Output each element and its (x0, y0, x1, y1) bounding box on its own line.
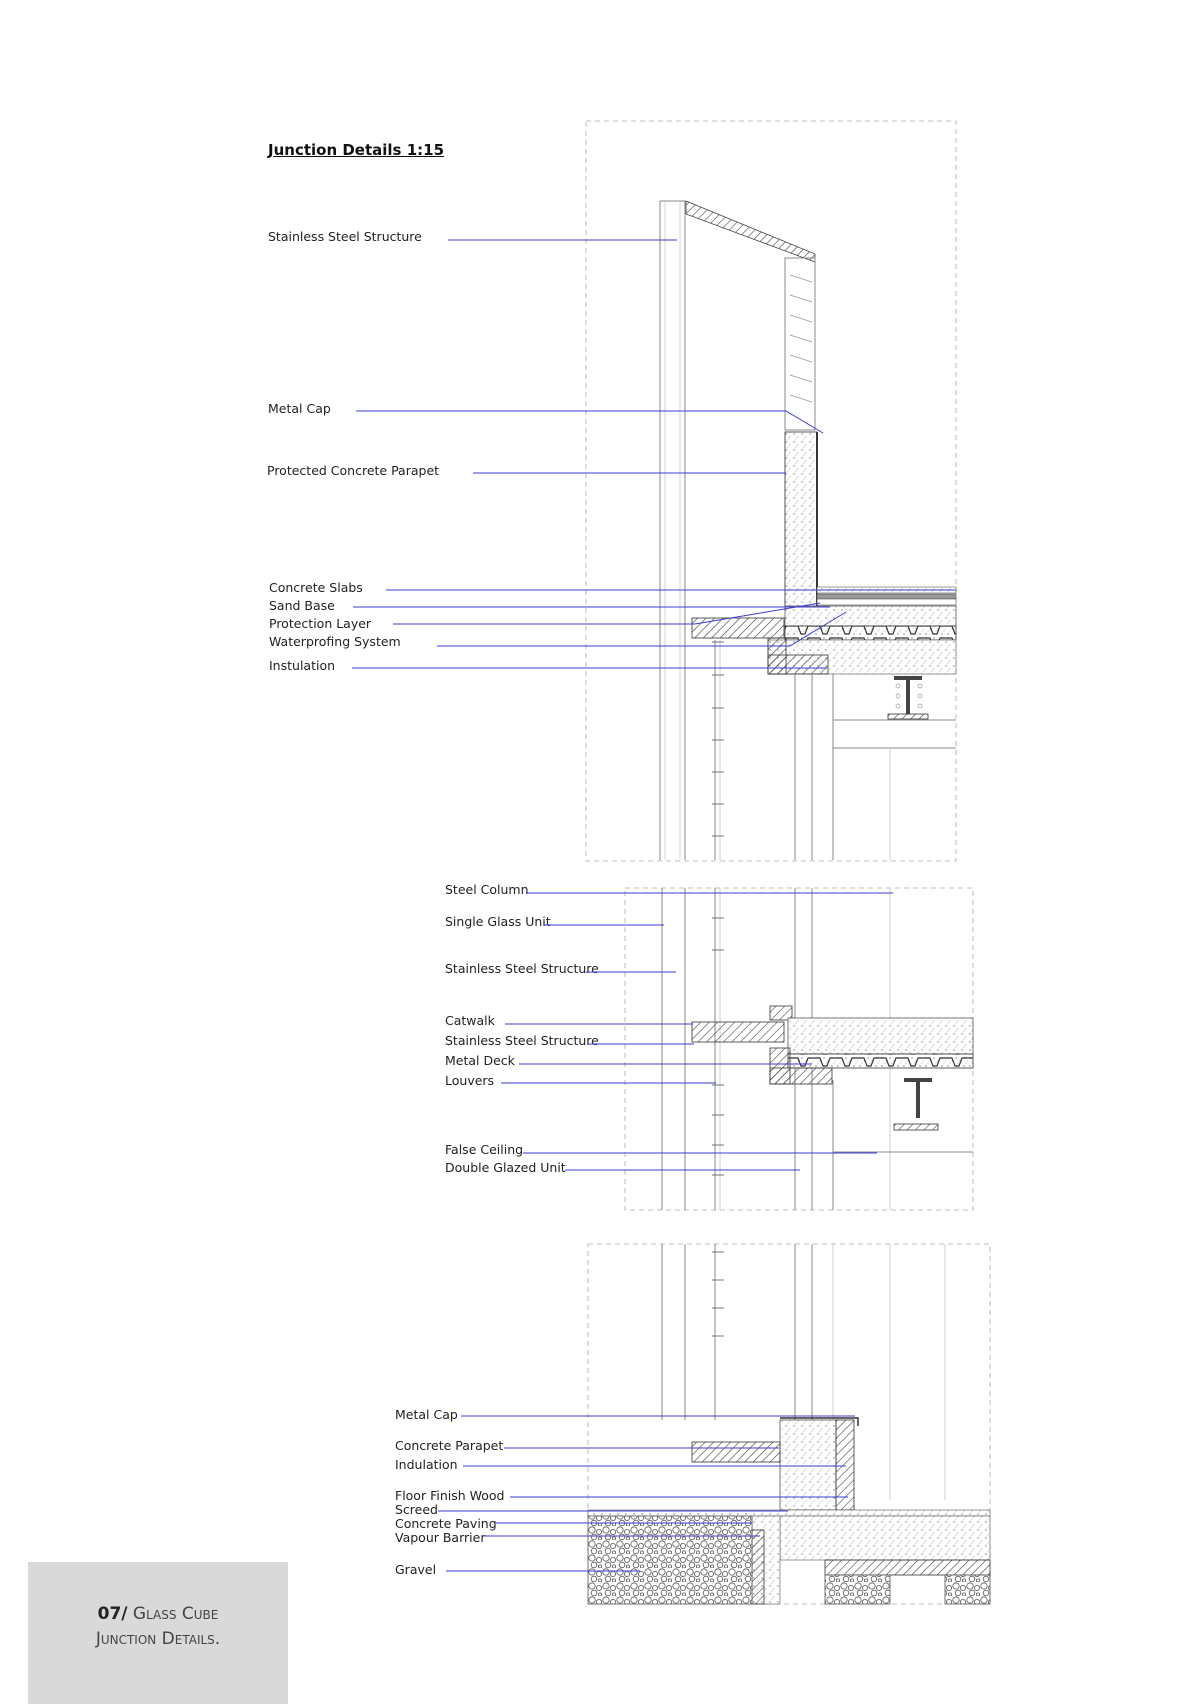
detail-middle (501, 888, 973, 1210)
label-screed: Screed (395, 1502, 438, 1517)
label-concrete-paving: Concrete Paving (395, 1516, 497, 1531)
label-stainless-steel-structure-mid-1: Stainless Steel Structure (445, 961, 599, 976)
footer-title-line1: Glass Cube (132, 1604, 219, 1624)
label-stainless-steel-structure-mid-2: Stainless Steel Structure (445, 1033, 599, 1048)
detail-bottom (438, 1244, 990, 1604)
label-floor-finish-wood: Floor Finish Wood (395, 1488, 505, 1503)
label-insulation-bottom: Indulation (395, 1457, 458, 1472)
detail-top (352, 121, 956, 861)
label-insulation-top: Instulation (269, 658, 336, 673)
footer-title-line2: Junction Details. (95, 1629, 221, 1649)
footer-number: 07/ (97, 1604, 128, 1624)
drawing-title: Junction Details 1:15 (268, 141, 445, 159)
label-gravel: Gravel (395, 1562, 437, 1577)
label-waterproofing-system: Waterprofing System (269, 634, 401, 649)
label-catwalk: Catwalk (445, 1013, 495, 1028)
label-louvers: Louvers (445, 1073, 495, 1088)
label-double-glazed-unit: Double Glazed Unit (445, 1160, 566, 1175)
label-sand-base: Sand Base (269, 598, 335, 613)
label-concrete-parapet: Concrete Parapet (395, 1438, 504, 1453)
label-metal-deck: Metal Deck (445, 1053, 515, 1068)
label-protected-concrete-parapet: Protected Concrete Parapet (267, 463, 440, 478)
label-stainless-steel-structure-top: Stainless Steel Structure (268, 229, 422, 244)
label-metal-cap-top: Metal Cap (268, 401, 331, 416)
label-concrete-slabs: Concrete Slabs (269, 580, 363, 595)
label-protection-layer: Protection Layer (269, 616, 372, 631)
label-steel-column: Steel Column (445, 882, 529, 897)
label-metal-cap-bottom: Metal Cap (395, 1407, 458, 1422)
page-footer (28, 1562, 288, 1704)
label-false-ceiling: False Ceiling (445, 1142, 524, 1157)
label-vapour-barrier: Vapour Barrier (395, 1530, 486, 1545)
label-single-glass-unit: Single Glass Unit (445, 914, 551, 929)
